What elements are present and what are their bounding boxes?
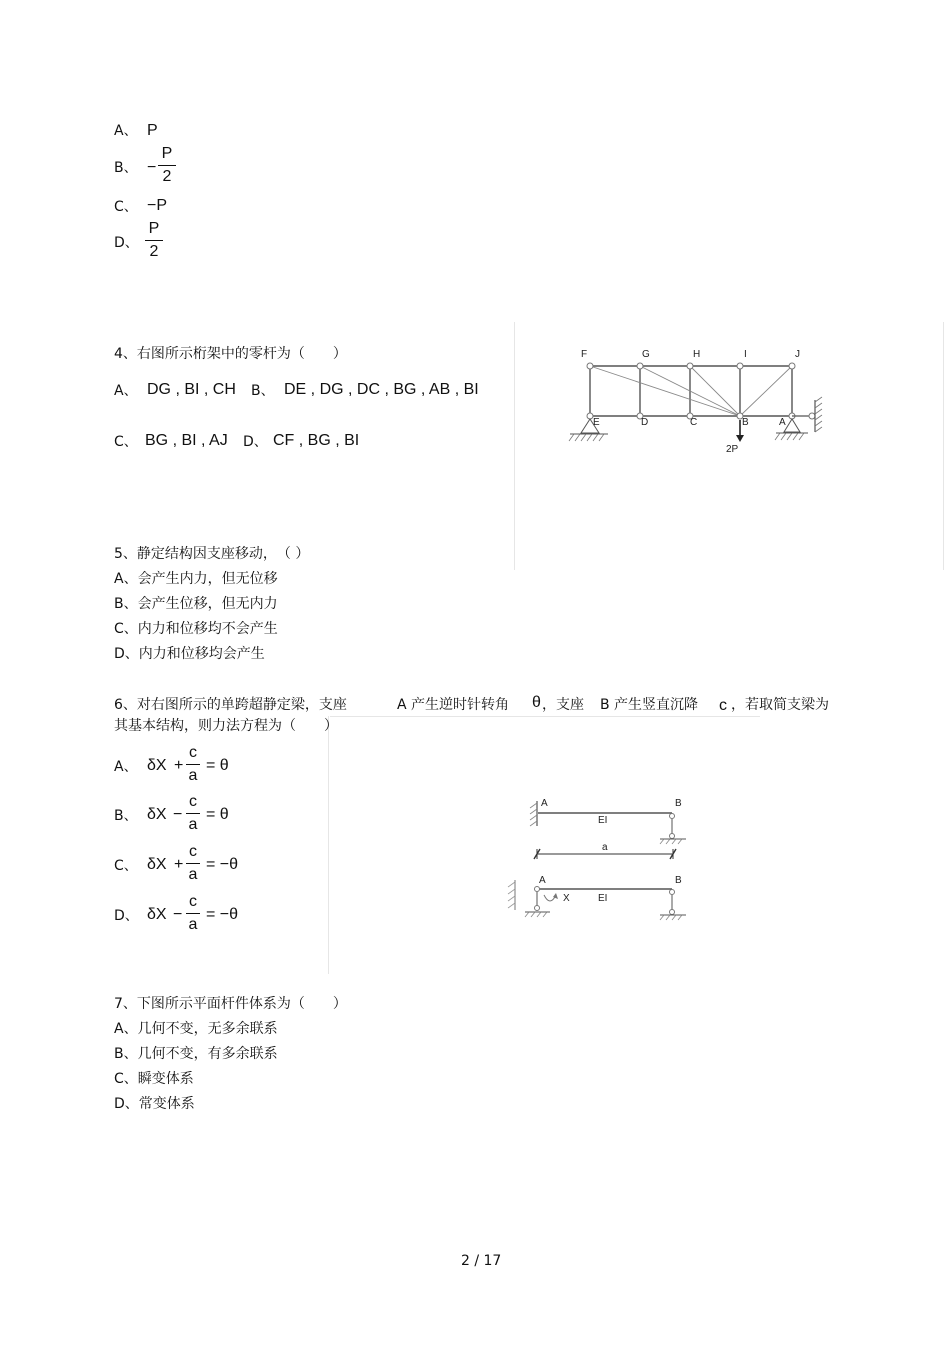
truss-node-i: I	[744, 349, 747, 360]
truss-node-j: J	[795, 349, 800, 360]
q6-option-d-label: D、	[114, 908, 139, 924]
q3-option-b-fraction	[158, 146, 176, 185]
q4-option-a-text: DG , BI , CH	[147, 381, 236, 398]
q6-option-b-lhs: δX	[147, 806, 167, 823]
q3-option-d-denominator: 2	[149, 243, 159, 260]
q6-stem-part1: 6、对右图所示的单跨超静定梁，支座	[114, 697, 347, 713]
q6-option-b-operator: −	[173, 806, 183, 823]
q6-option-c-label: C、	[114, 858, 138, 874]
q4-title: 4、右图所示桁架中的零杆为（ ）	[114, 346, 347, 362]
q7-title: 7、下图所示平面杆件体系为（ ）	[114, 996, 347, 1012]
q6-stem-part2: A 产生逆时针转角	[397, 697, 510, 713]
q6-option-b-numerator: c	[189, 793, 197, 810]
beam2-label-a: A	[539, 875, 546, 886]
q5-option-c: C、内力和位移均不会产生	[114, 621, 278, 637]
q3-option-d-label: D、	[114, 235, 139, 251]
q6-option-b-fraction	[186, 794, 200, 833]
q5-option-d: D、内力和位移均会产生	[114, 646, 265, 662]
q6-option-a-fraction	[186, 745, 200, 784]
q4-option-d-text: CF , BG , BI	[273, 432, 360, 449]
q3-option-b-sign: −	[147, 159, 157, 176]
q3-option-d-numerator: P	[148, 220, 160, 237]
q6-theta-symbol: θ	[532, 694, 541, 711]
q3-option-c-text: −P	[147, 197, 168, 214]
q6-option-c-denominator: a	[188, 866, 198, 883]
truss-node-a: A	[779, 417, 786, 428]
q3-option-b-denominator: 2	[162, 168, 172, 185]
q6-option-d-numerator: c	[189, 893, 197, 910]
q3-option-c-label: C、	[114, 199, 138, 215]
q4-option-c-text: BG , BI , AJ	[145, 432, 228, 449]
beam2-label-ei: EI	[598, 893, 608, 904]
q6-option-d-denominator: a	[188, 916, 198, 933]
truss-node-e: E	[593, 417, 600, 428]
beam2-label-b: B	[675, 875, 682, 886]
q6-option-d-fraction	[186, 894, 200, 933]
q6-option-a-operator: +	[174, 757, 184, 774]
q6-option-d-operator: −	[173, 906, 183, 923]
truss-node-d: D	[641, 417, 649, 428]
q6-option-a-numerator: c	[189, 744, 197, 761]
q4-option-c-label: C、	[114, 434, 138, 450]
span-label: a	[602, 842, 608, 853]
q7-option-c: C、瞬变体系	[114, 1071, 194, 1087]
q3-option-b-label: B、	[114, 160, 138, 176]
q6-column-divider	[328, 716, 329, 974]
truss-node-b: B	[742, 417, 749, 428]
truss-node-h: H	[693, 349, 701, 360]
beam1-label-ei: EI	[598, 815, 608, 826]
q6-option-d-rhs: = −θ	[206, 906, 239, 923]
q6-option-c-lhs: δX	[147, 856, 167, 873]
q6-option-a-denominator: a	[188, 767, 198, 784]
beam-figure	[500, 792, 700, 932]
q5-option-b: B、会产生位移，但无内力	[114, 596, 278, 612]
q6-stem-part5: ，若取简支梁为	[731, 697, 829, 713]
beam1-label-b: B	[675, 798, 682, 809]
truss-load-label: 2P	[726, 444, 739, 455]
q6-stem-line2: 其基本结构，则力法方程为（ ）	[114, 718, 338, 734]
q6-option-a-rhs: = θ	[206, 757, 229, 774]
q6-figure-top-line	[330, 716, 760, 717]
q4-option-a-label: A、	[114, 383, 138, 399]
q6-option-c-fraction	[186, 844, 200, 883]
q6-option-a-lhs: δX	[147, 757, 167, 774]
beam2-label-x: X	[563, 893, 570, 904]
q7-option-d: D、常变体系	[114, 1096, 195, 1112]
q6-option-c-numerator: c	[189, 843, 197, 860]
q4-option-b-label: B、	[251, 383, 275, 399]
right-edge-line	[943, 322, 944, 570]
q6-c-symbol: c	[719, 697, 727, 714]
q4-option-b-text: DE , DG , DC , BG , AB , BI	[284, 381, 479, 398]
q6-option-b-rhs: = θ	[206, 806, 229, 823]
q3-option-a-label: A、	[114, 123, 138, 139]
q6-option-b-denominator: a	[188, 816, 198, 833]
q6-option-d-lhs: δX	[147, 906, 167, 923]
q7-option-b: B、几何不变，有多余联系	[114, 1046, 278, 1062]
page-number: 2 / 17	[461, 1253, 502, 1269]
q7-option-a: A、几何不变，无多余联系	[114, 1021, 278, 1037]
q6-option-c-rhs: = −θ	[206, 856, 239, 873]
q6-option-a-label: A、	[114, 759, 138, 775]
q6-stem-part4: B 产生竖直沉降	[600, 697, 699, 713]
q6-stem-part3: ，支座	[542, 697, 584, 713]
q6-option-b-label: B、	[114, 808, 138, 824]
column-divider-q4	[514, 322, 515, 570]
truss-node-c: C	[690, 417, 698, 428]
q3-option-d-fraction	[145, 221, 163, 260]
q5-option-a: A、会产生内力，但无位移	[114, 571, 278, 587]
truss-figure	[560, 340, 840, 460]
beam1-label-a: A	[541, 798, 548, 809]
q3-option-b-numerator: P	[161, 145, 173, 162]
q5-title: 5、静定结构因支座移动， （ ）	[114, 546, 310, 562]
q3-option-a-text: P	[147, 122, 158, 139]
truss-node-f: F	[581, 349, 588, 360]
q6-option-c-operator: +	[174, 856, 184, 873]
truss-node-g: G	[642, 349, 650, 360]
q4-option-d-label: D、	[243, 434, 268, 450]
